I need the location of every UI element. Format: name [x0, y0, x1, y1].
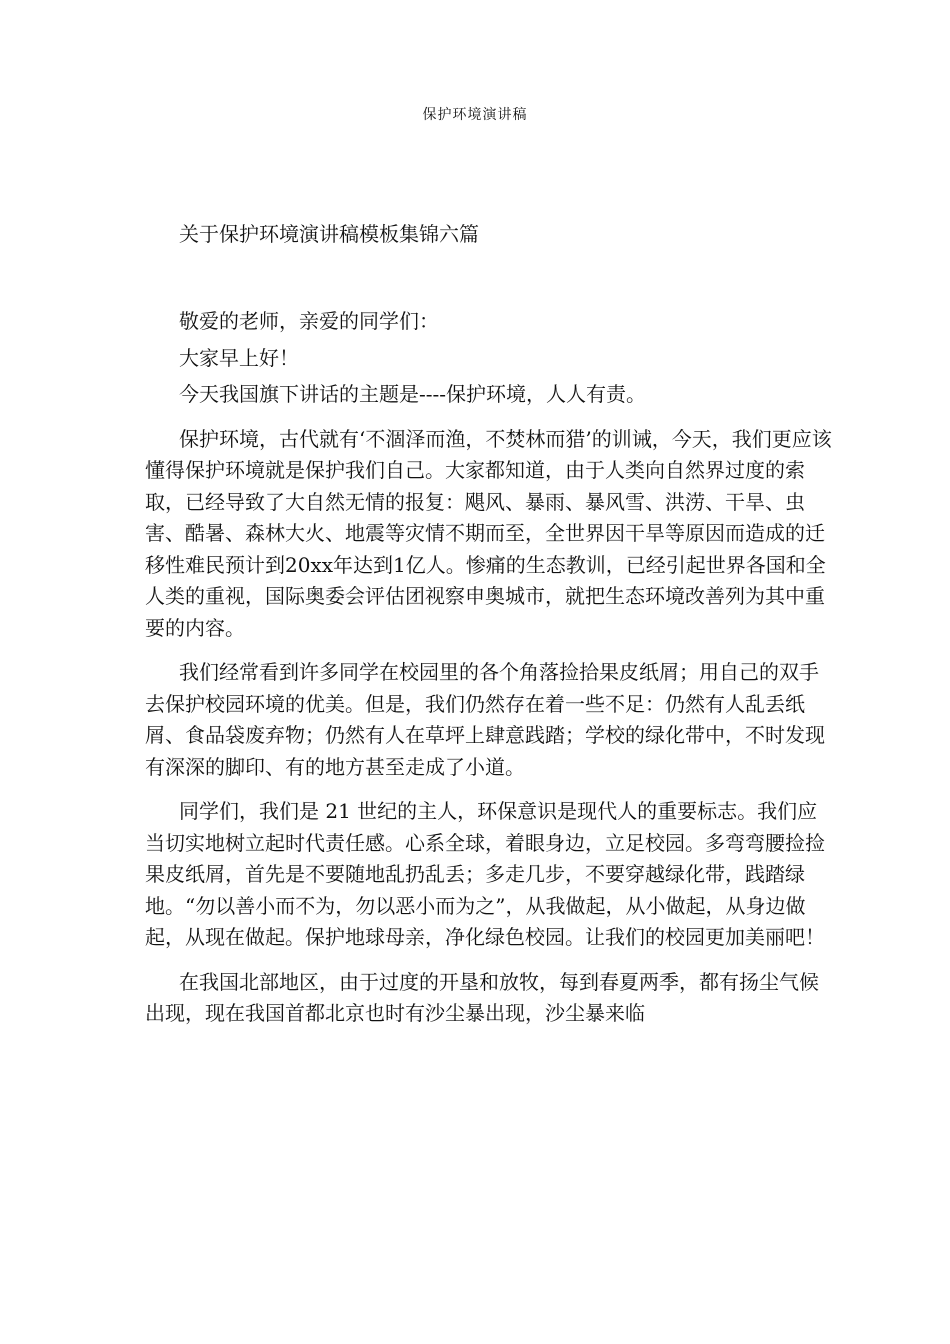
body-paragraph: 在我国北部地区，由于过度的开垦和放牧，每到春夏两季，都有扬尘气候出现，现在我国首都北京也时有沙尘暴出现，沙尘暴来临	[145, 969, 819, 1025]
body-paragraph: 同学们，我们是 21 世纪的主人，环保意识是现代人的重要标志。我们应当切实地树立起时代责任感。心系全球，着眼身边，立足校园。多弯弯腰捡捡果皮纸屑，首先是不要随地乱扔乱丢；多走几步，不要穿越绿化带，践踏绿地。“勿以善小而不为，勿以恶小而为之”，从我做起，从小做起，从身边做起，从现在做起。保护地球母亲，净化绿色校园。让我们的校园更加美丽吧！	[145, 799, 825, 949]
topic-paragraph: 今天我国旗下讲话的主题是----保护环境，人人有责。	[179, 382, 647, 406]
greeting: 大家早上好！	[179, 345, 299, 370]
document-body	[145, 306, 835, 1043]
salutation: 敬爱的老师，亲爱的同学们：	[179, 309, 439, 333]
body-paragraph: 我们经常看到许多同学在校园里的各个角落捡拾果皮纸屑；用自己的双手去保护校园环境的优美。但是，我们仍然存在着一些不足：仍然有人乱丢纸屑、食品袋废弃物；仍然有人在草坪上肆意践踏；学校的绿化带中，不时发现有深深的脚印、有的地方甚至走成了小道。	[145, 660, 825, 779]
body-paragraph: 保护环境，古代就有‘不涸泽而渔，不焚林而猎’的训诫，今天，我们更应该懂得保护环境就是保护我们自己。大家都知道，由于人类向自然界过度的索取，已经导致了大自然无情的报复：飓风、暴雨、暴风雪、洪涝、干旱、虫害、酷暑、森林大火、地震等灾情不期而至，全世界因干旱等原因而造成的迁移性难民预计到20xx年达到1亿人。惨痛的生态教训，已经引起世界各国和全人类的重视，国际奥委会评估团视察申奥城市，就把生态环境改善列为其中重要的内容。	[145, 426, 832, 640]
document-title: 关于保护环境演讲稿模板集锦六篇	[179, 222, 479, 246]
running-header: 保护环境演讲稿	[422, 107, 528, 123]
